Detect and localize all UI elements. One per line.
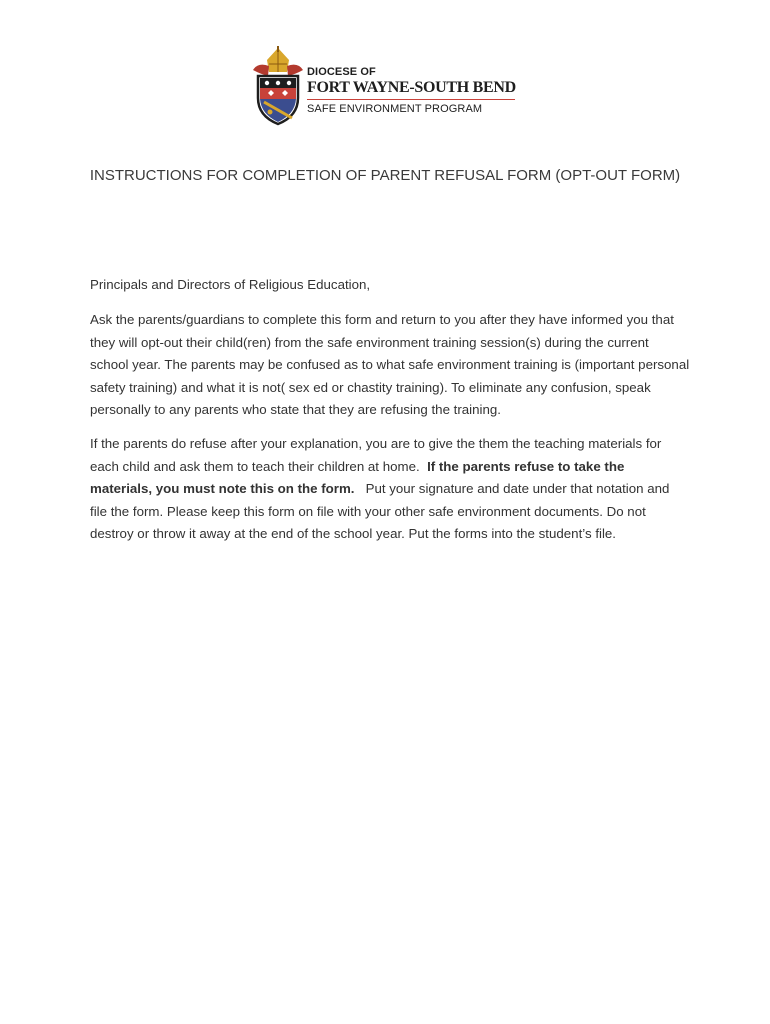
diocese-logo (250, 46, 522, 128)
refusal-text-end: Put your signature and date under that notation and file the form. Please keep this form on file with your other safe environment documents. Do not destroy or throw it away at the end of the school year. Put the forms into the student’s file. (90, 481, 670, 542)
refusal-text-bold: If the parents refuse to take the materials, you must note this on the form. (90, 458, 625, 497)
paragraph-instructions: Ask the parents/guardians to complete this form and return to you after they have informed you that they will opt-out their child(ren) from the safe environment training session(s) during the current school year. The parents may be confused as to what safe environment training is (important personal safety training) and what it is not( sex ed or chastity training). To eliminate any confusion, speak personally to any parents who state that they are refusing the training. (90, 312, 690, 418)
salutation: Principals and Directors of Religious Education, (90, 277, 371, 292)
logo-divider (307, 99, 515, 100)
refusal-text-start: If the parents do refuse after your explanation, you are to give the them the teaching materials for each child and ask them to teach their children at home. (90, 436, 662, 474)
org-line-diocese: DIOCESE OF (307, 66, 376, 78)
org-name: FORT WAYNE-SOUTH BEND (307, 79, 516, 96)
document-title: INSTRUCTIONS FOR COMPLETION OF PARENT REFUSAL FORM (OPT-OUT FORM) (89, 167, 681, 184)
diocese-crest-icon (250, 46, 306, 126)
program-name: SAFE ENVIRONMENT PROGRAM (307, 103, 483, 115)
logo-wordmark (307, 66, 521, 116)
paragraph-refusal (90, 433, 690, 545)
document-body (90, 274, 690, 557)
